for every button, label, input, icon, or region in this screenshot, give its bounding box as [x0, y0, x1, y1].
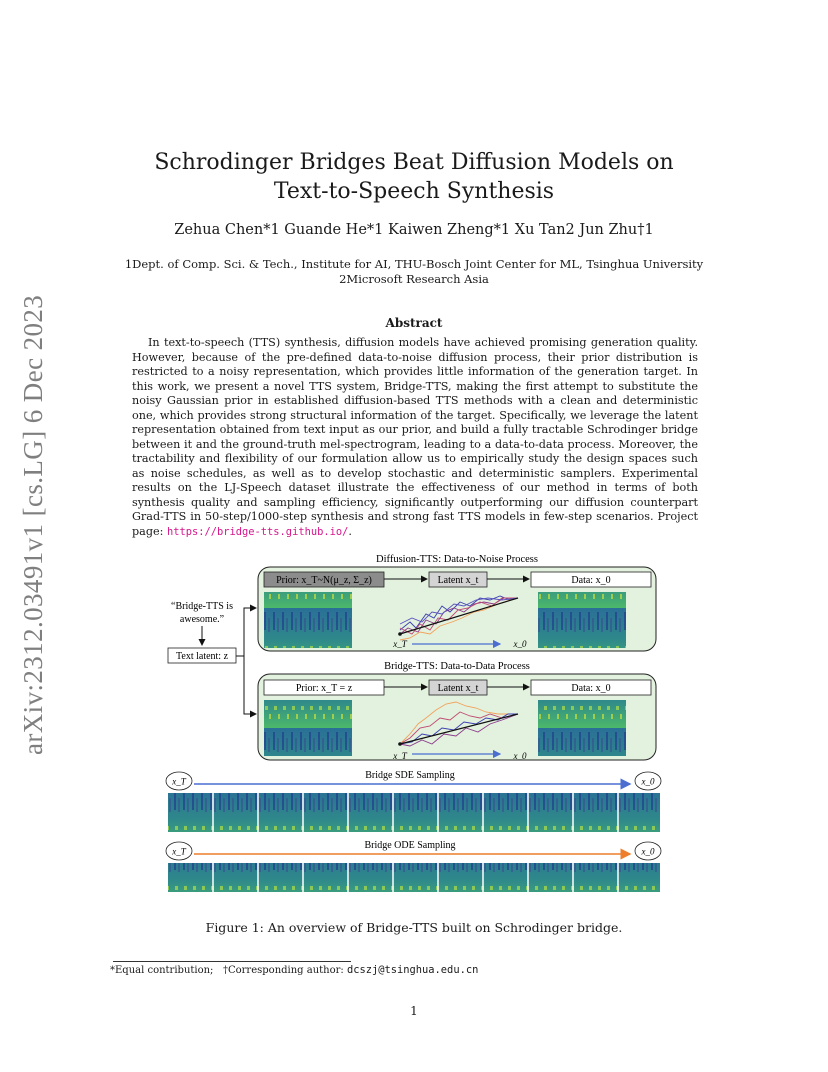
xT-label-bottom: x_T: [393, 751, 407, 761]
sde-label: Bridge SDE Sampling: [365, 770, 455, 781]
ode-start-label: x_T: [172, 846, 186, 857]
footnote-email[interactable]: dcszj@tsinghua.edu.cn: [346, 964, 479, 976]
text-quote-line1: “Bridge-TTS is: [171, 601, 233, 612]
abstract-heading: Abstract: [385, 316, 443, 330]
title-line-2: Text-to-Speech Synthesis: [273, 179, 555, 204]
xT-label-top: x_T: [393, 639, 407, 649]
paper-title: [120, 148, 708, 206]
footnote-equal: *Equal contribution;: [110, 965, 214, 976]
affiliations: [120, 257, 708, 287]
latent-label-top: Latent x_t: [437, 575, 479, 586]
project-page-link[interactable]: https://bridge-tts.github.io/: [166, 525, 349, 538]
data-spectrogram-top: [538, 592, 626, 648]
bridge-title: Bridge-TTS: Data-to-Data Process: [384, 661, 530, 672]
data-spectrogram-bottom: [538, 700, 626, 756]
affiliation-1: 1Dept. of Comp. Sci. & Tech., Institute for AI, THU-Bosch Joint Center for ML, Tsinghua University: [124, 257, 704, 271]
footnote-rule: [113, 961, 351, 962]
affiliation-2: 2Microsoft Research Asia: [339, 272, 489, 286]
footnotes: [110, 964, 478, 976]
abstract-end: .: [348, 524, 352, 538]
text-quote-line2: awesome.”: [179, 614, 225, 625]
prior-point-bottom: [398, 742, 402, 746]
prior-noise-label: Prior: x_T~N(μ_z, Σ_z): [276, 575, 372, 586]
sde-start-label: x_T: [172, 776, 186, 787]
noise-spectrogram: [264, 592, 352, 648]
diffusion-title: Diffusion-TTS: Data-to-Noise Process: [376, 554, 538, 565]
ode-label: Bridge ODE Sampling: [364, 840, 456, 851]
arrow-latent-bridge: [244, 656, 256, 714]
figure-caption: Figure 1: An overview of Bridge-TTS built on Schrodinger bridge.: [205, 920, 623, 935]
data-label-top: Data: x_0: [571, 575, 611, 586]
arrow-latent-diffusion: [236, 608, 256, 656]
page-number: 1: [410, 1004, 418, 1018]
abstract-body: [132, 336, 698, 539]
figure-1-svg: [164, 548, 664, 893]
abstract-text: In text-to-speech (TTS) synthesis, diffusion models have achieved promising generation quality. However, because of the pre-defined data-to-noise diffusion process, their prior distribution is restricted to a noisy representation, which provides little information of the generation target. In this work, we present a novel TTS system, Bridge-TTS, making the first attempt to substitute the noisy Gaussian prior in established diffusion-based TTS methods with a clean and deterministic one, which provides strong structural information of the target. Specifically, we leverage the latent representation obtained from text input as our prior, and build a fully tractable Schrodinger bridge between it and the ground-truth mel-spectrogram, leading to a data-to-data process. Moreover, the tractability and flexibility of our formulation allow us to empirically study the design spaces such as noise schedules, as well as to develop stochastic and deterministic samplers. Experimental results on the LJ-Speech dataset illustrate the effectiveness of our method in terms of both synthesis quality and sampling efficiency, significantly outperforming our diffusion counterpart Grad-TTS in 50-step/1000-step synthesis and strong fast TTS models in few-step scenarios. Project page:: [132, 336, 698, 538]
data-label-bottom: Data: x_0: [571, 683, 611, 694]
sde-spectrogram-strip: [168, 793, 660, 832]
arxiv-sidebar-id: arXiv:2312.03491v1 [cs.LG] 6 Dec 2023: [18, 294, 48, 755]
latent-label-bottom: Latent x_t: [437, 683, 479, 694]
title-line-1: Schrodinger Bridges Beat Diffusion Models on: [154, 150, 674, 175]
author-list: Zehua Chen*1 Guande He*1 Kaiwen Zheng*1 Xu Tan2 Jun Zhu†1: [174, 222, 654, 238]
prior-spectrogram: [264, 700, 352, 756]
footnote-corresponding: †Corresponding author:: [222, 965, 347, 976]
figure-1: [164, 548, 664, 893]
ode-spectrogram-strip: [168, 863, 660, 892]
x0-label-top: x_0: [513, 639, 527, 649]
text-latent-label: Text latent: z: [175, 651, 229, 662]
sde-end-label: x_0: [641, 776, 655, 787]
noise-point-top: [398, 632, 402, 636]
ode-end-label: x_0: [641, 846, 655, 857]
prior-latent-label: Prior: x_T = z: [295, 683, 353, 694]
x0-label-bottom: x_0: [513, 751, 527, 761]
